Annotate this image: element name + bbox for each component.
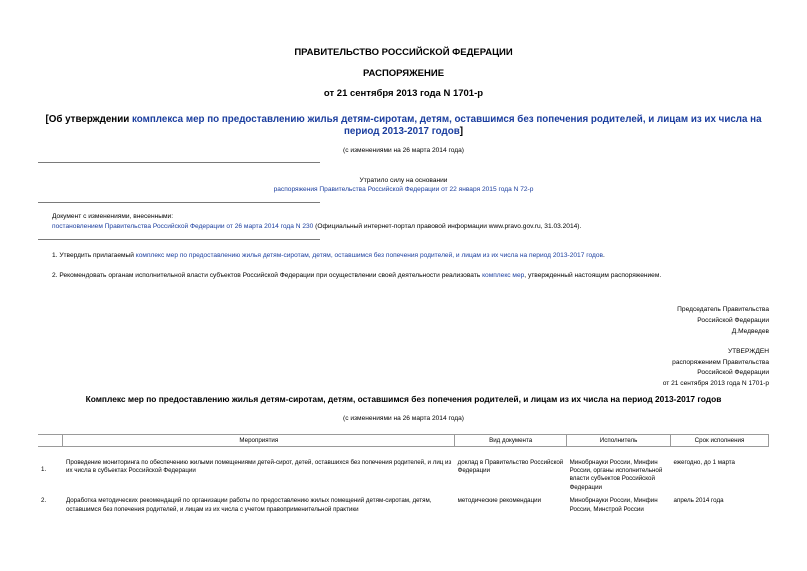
expired-link[interactable]: распоряжения Правительства Российской Федерации от 22 января 2015 года N 72-р: [273, 186, 534, 193]
signature-country: Российской Федерации: [697, 317, 769, 324]
signature-block: [677, 304, 769, 337]
changes-label: Документ с изменениями, внесенными:: [52, 213, 174, 220]
paragraph-1: [52, 252, 605, 259]
table-row: [38, 497, 769, 514]
paragraph-2-text: 2. Рекомендовать органам исполнительной власти субъектов Российской Федерации при осуществлении своей деятельности реализовать: [52, 272, 483, 279]
changes-tail: (Официальный интернет-портал правовой информации www.pravo.gov.ru, 31.03.2014).: [313, 223, 582, 230]
row-deadline: ежегодно, до 1 марта: [673, 458, 735, 466]
paragraph-1-text: 1. Утвердить прилагаемый: [52, 252, 136, 259]
signature-name: Д.Медведев: [731, 328, 769, 335]
table-header-row: [38, 435, 769, 447]
approval-block: [663, 347, 769, 389]
measures-table: [38, 434, 769, 514]
paragraph-1-end: .: [603, 252, 605, 259]
paragraph-2-end: , утвержденный настоящим распоряжением.: [524, 272, 662, 279]
divider: [38, 162, 320, 163]
divider: [38, 202, 320, 203]
row-deadline: апрель 2014 года: [673, 497, 724, 505]
column-number: [38, 435, 63, 447]
paragraph-2-link[interactable]: комплекс мер: [482, 272, 525, 279]
complex-note: (с изменениями на 26 марта 2014 года): [343, 415, 464, 422]
row-executor: Минобрнауки России, Минфин России, Минстрой России: [569, 497, 658, 513]
title-link[interactable]: комплекса мер по предоставлению жилья детям-сиротам, детям, оставшимся без попечения родителей, и лицам из их числа на период 2013-2017 годов: [131, 114, 762, 137]
expired-label: Утратило силу на основании: [359, 177, 448, 184]
document-title: [40, 114, 767, 138]
column-document-type: Вид документа: [455, 435, 567, 447]
column-executor: Исполнитель: [567, 435, 671, 447]
approval-country: Российской Федерации: [697, 369, 769, 376]
table-row: [38, 459, 769, 493]
approval-stamp: УТВЕРЖДЕН: [727, 348, 769, 355]
row-document: методические рекомендации: [457, 497, 542, 505]
column-deadline: Срок исполнения: [671, 435, 769, 447]
row-measure: Проведение мониторинга по обеспечению жилыми помещениями детей-сирот, детей, оставшихся без попечения родителей, и лиц из их числа в субъектах Российской Федерации: [65, 458, 452, 474]
amendments-note: (с изменениями на 26 марта 2014 года): [343, 147, 464, 154]
approval-by: распоряжением Правительства: [672, 358, 769, 366]
row-number: 1.: [41, 465, 47, 473]
paragraph-2: [52, 272, 661, 279]
row-measure: Доработка методических рекомендаций по организации работы по предоставлению жилых помещений детям-сиротам, детям, оставшимся без попечения родителей, и лицам из их числа с учетом правоприменительной практики: [65, 497, 432, 513]
row-executor: Минобрнауки России, Минфин России, органы исполнительной власти субъектов Российской Федерации: [569, 458, 663, 491]
column-measures: Мероприятия: [63, 435, 455, 447]
paragraph-1-link[interactable]: комплекс мер по предоставлению жилья детям-сиротам, детям, оставшимся без попечения родителей, и лицам из их числа на период 2013-2017 годов: [135, 252, 603, 259]
complex-title: Комплекс мер по предоставлению жилья детям-сиротам, детям, оставшимся без попечения родителей, и лицам из их числа на период 2013-2017 годов: [85, 394, 722, 404]
government-heading: ПРАВИТЕЛЬСТВО РОССИЙСКОЙ ФЕДЕРАЦИИ: [294, 47, 513, 58]
document-date-number: от 21 сентября 2013 года N 1701-р: [323, 88, 484, 99]
changes-link[interactable]: постановлением Правительства Российской Федерации от 26 марта 2014 года N 230: [52, 223, 314, 230]
approval-date: от 21 сентября 2013 года N 1701-р: [662, 379, 769, 387]
signature-position: Председатель Правительства: [677, 306, 769, 313]
divider: [38, 239, 320, 240]
title-bracket-open: [Об утверждении: [45, 114, 132, 125]
title-bracket-close: ]: [459, 126, 464, 137]
document-type: РАСПОРЯЖЕНИЕ: [362, 68, 445, 79]
changes-line: [52, 223, 772, 230]
row-document: доклад в Правительство Российской Федерации: [457, 458, 564, 474]
row-number: 2.: [41, 497, 47, 505]
